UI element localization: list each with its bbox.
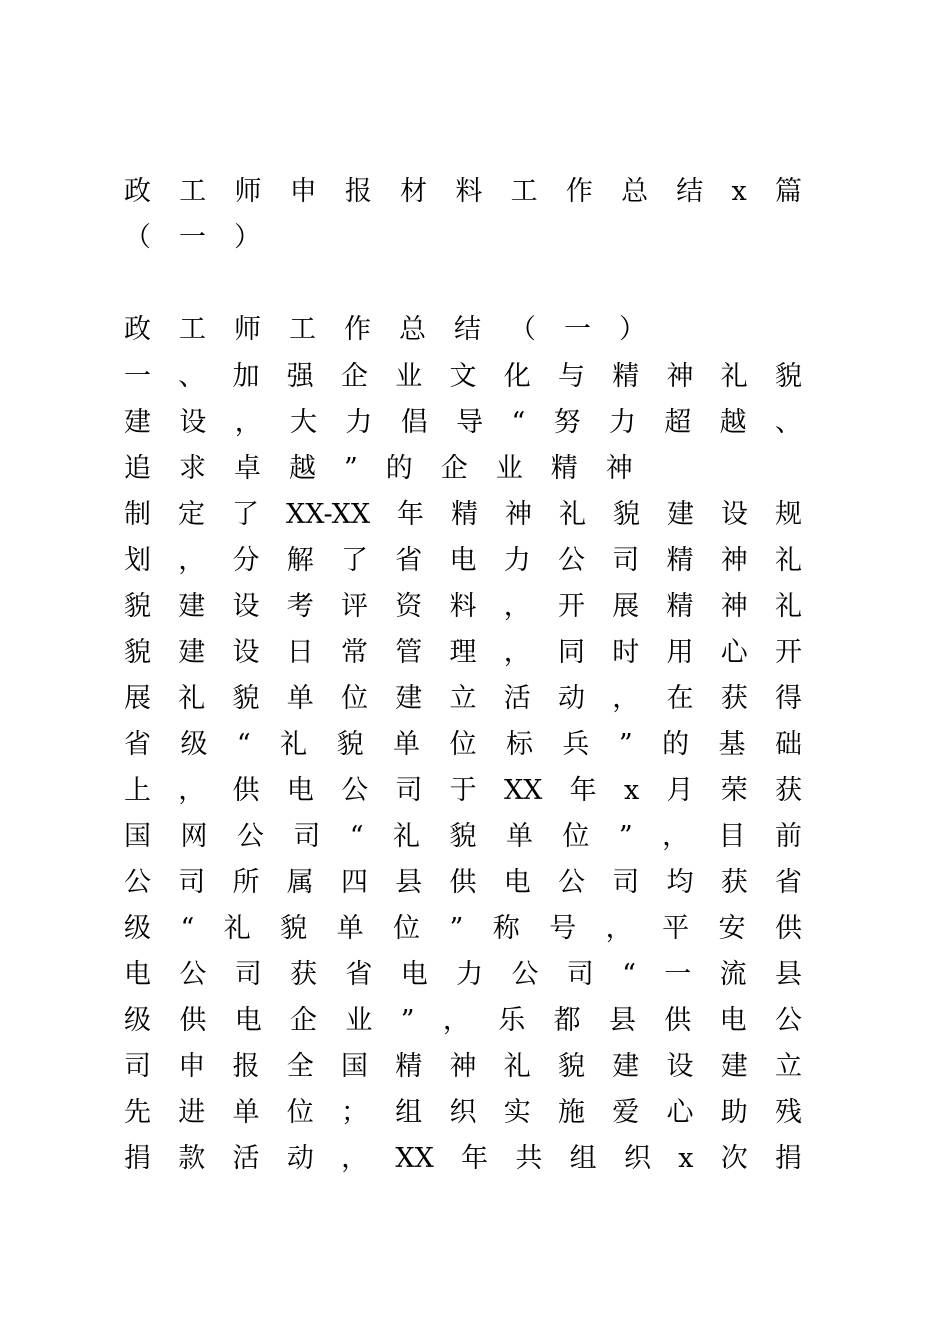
body-line: 级供电企业”，乐都县供电公 bbox=[124, 1005, 802, 1036]
body-line: 貌建设考评资料，开展精神礼 bbox=[124, 591, 802, 622]
body-line: 捐款活动，XX年共组织x次捐 bbox=[124, 1143, 802, 1174]
body-line: 司申报全国精神礼貌建设建立 bbox=[124, 1051, 802, 1082]
body-line: 建设，大力倡导“努力超越、 bbox=[124, 407, 802, 438]
body-line: 国网公司“礼貌单位”，目前 bbox=[124, 821, 802, 852]
body-line: 省级“礼貌单位标兵”的基础 bbox=[124, 729, 802, 760]
body-line: 展礼貌单位建立活动，在获得 bbox=[124, 683, 802, 714]
document-title: 政工师申报材料工作总结x篇 bbox=[124, 176, 802, 207]
body-line: 上，供电公司于XX年x月荣获 bbox=[124, 775, 802, 806]
body-line: 一、加强企业文化与精神礼貌 bbox=[124, 361, 802, 392]
body-line: 先进单位；组织实施爱心助残 bbox=[124, 1097, 802, 1128]
document-title-continuation: （一） bbox=[124, 222, 289, 253]
body-line: 划，分解了省电力公司精神礼 bbox=[124, 545, 802, 576]
body-line: 级“礼貌单位”称号，平安供 bbox=[124, 913, 802, 944]
body-line: 貌建设日常管理，同时用心开 bbox=[124, 637, 802, 668]
body-line: 公司所属四县供电公司均获省 bbox=[124, 867, 802, 898]
body-line: 制定了XX-XX年精神礼貌建设规 bbox=[124, 499, 802, 530]
body-line: 追求卓越”的企业精神 bbox=[124, 453, 661, 484]
section-heading: 政工师工作总结（一） bbox=[124, 314, 674, 345]
body-line: 电公司获省电力公司“一流县 bbox=[124, 959, 802, 990]
